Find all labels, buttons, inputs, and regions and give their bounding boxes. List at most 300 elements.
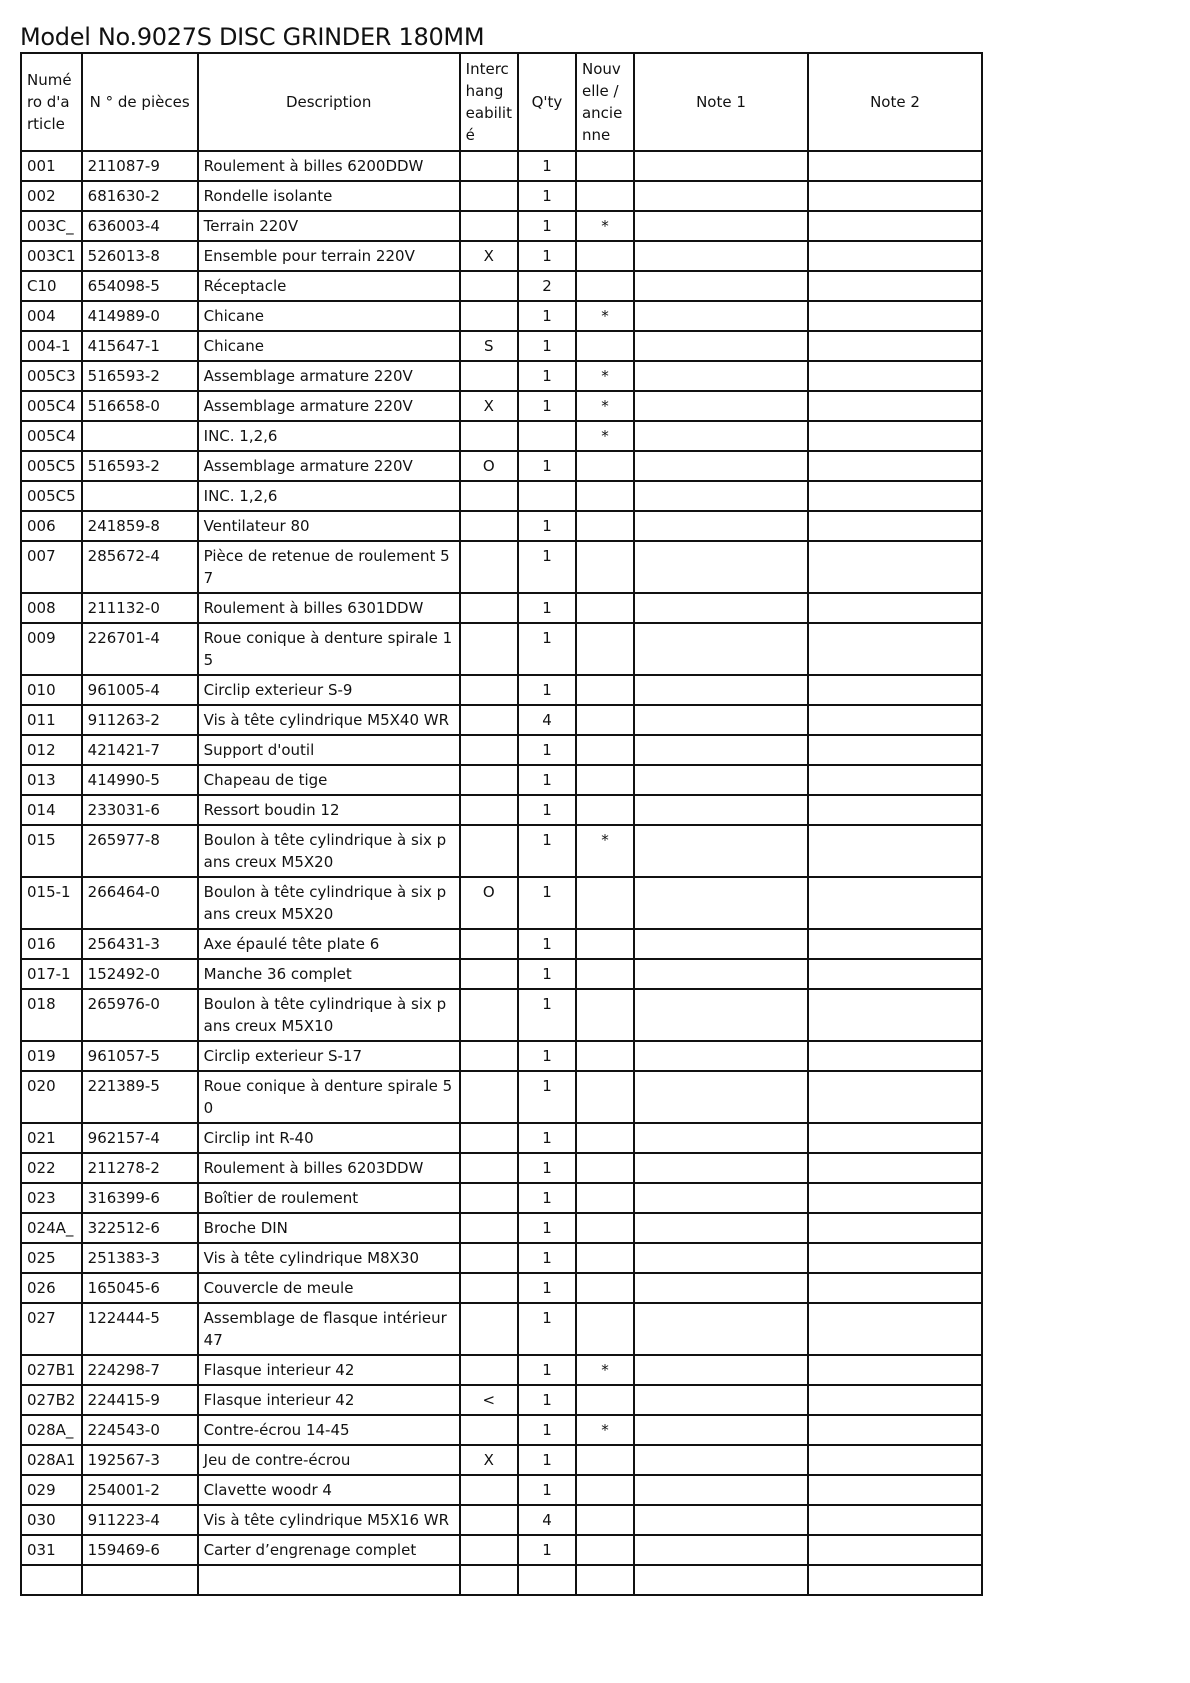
cell-new-old (576, 1123, 634, 1153)
cell-part-no: 256431-3 (82, 929, 198, 959)
cell-description: Support d'outil (198, 735, 460, 765)
cell-description: Rondelle isolante (198, 181, 460, 211)
cell-part-no: 221389-5 (82, 1071, 198, 1123)
header-note-1: Note 1 (634, 53, 808, 151)
cell-item-no: 025 (21, 1243, 82, 1273)
header-new-old: Nouv elle / ancie nne (576, 53, 634, 151)
cell-qty: 1 (518, 1415, 576, 1445)
cell-description: Roulement à billes 6301DDW (198, 593, 460, 623)
cell-description: Terrain 220V (198, 211, 460, 241)
cell-note-2 (808, 1415, 982, 1445)
cell-part-no (82, 481, 198, 511)
cell-new-old (576, 1475, 634, 1505)
cell-note-1 (634, 541, 808, 593)
cell-qty: 1 (518, 1123, 576, 1153)
cell-note-2 (808, 675, 982, 705)
cell-interchangeability (460, 1303, 518, 1355)
cell-note-1 (634, 1273, 808, 1303)
cell-new-old (576, 1183, 634, 1213)
table-row (21, 795, 982, 825)
cell-note-1 (634, 151, 808, 181)
table-row (21, 735, 982, 765)
cell-note-1 (634, 735, 808, 765)
cell-part-no: 192567-3 (82, 1445, 198, 1475)
table-row (21, 989, 982, 1041)
cell-description: INC. 1,2,6 (198, 481, 460, 511)
cell-interchangeability (460, 211, 518, 241)
cell-note-2 (808, 1213, 982, 1243)
cell-interchangeability (460, 1565, 518, 1595)
cell-interchangeability (460, 959, 518, 989)
cell-qty: 1 (518, 929, 576, 959)
cell-note-1 (634, 481, 808, 511)
cell-qty: 1 (518, 151, 576, 181)
cell-qty: 4 (518, 1505, 576, 1535)
cell-qty: 2 (518, 271, 576, 301)
cell-item-no: 006 (21, 511, 82, 541)
table-row (21, 765, 982, 795)
table-row (21, 1415, 982, 1445)
cell-note-1 (634, 929, 808, 959)
cell-description: Contre-écrou 14-45 (198, 1415, 460, 1445)
cell-part-no: 421421-7 (82, 735, 198, 765)
cell-part-no: 322512-6 (82, 1213, 198, 1243)
cell-note-1 (634, 795, 808, 825)
cell-new-old (576, 1505, 634, 1535)
cell-description: Réceptacle (198, 271, 460, 301)
cell-interchangeability (460, 511, 518, 541)
cell-item-no: 003C1 (21, 241, 82, 271)
cell-description: Boulon à tête cylindrique à six pans creux M5X20 (198, 877, 460, 929)
cell-qty (518, 1565, 576, 1595)
cell-description: Couvercle de meule (198, 1273, 460, 1303)
cell-qty: 1 (518, 1273, 576, 1303)
cell-new-old (576, 181, 634, 211)
cell-note-2 (808, 151, 982, 181)
cell-new-old (576, 765, 634, 795)
table-row (21, 451, 982, 481)
cell-new-old (576, 1303, 634, 1355)
cell-new-old (576, 1273, 634, 1303)
cell-note-2 (808, 1355, 982, 1385)
cell-note-2 (808, 1071, 982, 1123)
cell-note-2 (808, 481, 982, 511)
cell-note-2 (808, 825, 982, 877)
cell-qty: 1 (518, 1041, 576, 1071)
cell-note-2 (808, 331, 982, 361)
cell-qty: 1 (518, 1535, 576, 1565)
cell-interchangeability (460, 1505, 518, 1535)
cell-item-no: 022 (21, 1153, 82, 1183)
cell-new-old (576, 1535, 634, 1565)
cell-item-no: 004-1 (21, 331, 82, 361)
cell-new-old (576, 929, 634, 959)
cell-qty: 1 (518, 735, 576, 765)
cell-note-1 (634, 1355, 808, 1385)
cell-part-no: 152492-0 (82, 959, 198, 989)
cell-description: Boîtier de roulement (198, 1183, 460, 1213)
table-row (21, 929, 982, 959)
cell-item-no: 021 (21, 1123, 82, 1153)
cell-part-no: 316399-6 (82, 1183, 198, 1213)
cell-part-no: 211132-0 (82, 593, 198, 623)
cell-item-no: 015 (21, 825, 82, 877)
cell-qty: 1 (518, 623, 576, 675)
cell-item-no: 026 (21, 1273, 82, 1303)
cell-item-no: 011 (21, 705, 82, 735)
cell-part-no: 251383-3 (82, 1243, 198, 1273)
table-row (21, 1535, 982, 1565)
table-row (21, 1565, 982, 1595)
cell-note-1 (634, 593, 808, 623)
cell-qty: 1 (518, 877, 576, 929)
cell-note-1 (634, 1565, 808, 1595)
cell-item-no: 028A_ (21, 1415, 82, 1445)
table-row (21, 301, 982, 331)
cell-new-old (576, 451, 634, 481)
cell-note-1 (634, 1385, 808, 1415)
cell-note-1 (634, 361, 808, 391)
cell-interchangeability (460, 1243, 518, 1273)
cell-interchangeability (460, 989, 518, 1041)
cell-item-no: C10 (21, 271, 82, 301)
cell-item-no: 005C4 (21, 421, 82, 451)
cell-description: Boulon à tête cylindrique à six pans creux M5X20 (198, 825, 460, 877)
cell-item-no: 008 (21, 593, 82, 623)
cell-new-old (576, 1213, 634, 1243)
cell-item-no: 001 (21, 151, 82, 181)
cell-note-2 (808, 735, 982, 765)
table-row (21, 877, 982, 929)
cell-description: Jeu de contre-écrou (198, 1445, 460, 1475)
cell-qty: 1 (518, 541, 576, 593)
cell-description: Flasque interieur 42 (198, 1385, 460, 1415)
cell-note-2 (808, 1153, 982, 1183)
cell-part-no: 961005-4 (82, 675, 198, 705)
cell-new-old (576, 735, 634, 765)
cell-item-no: 018 (21, 989, 82, 1041)
cell-note-2 (808, 989, 982, 1041)
table-row (21, 271, 982, 301)
cell-description: Vis à tête cylindrique M5X40 WR (198, 705, 460, 735)
cell-part-no: 265977-8 (82, 825, 198, 877)
cell-note-1 (634, 705, 808, 735)
cell-part-no: 224298-7 (82, 1355, 198, 1385)
cell-part-no: 285672-4 (82, 541, 198, 593)
cell-note-1 (634, 1071, 808, 1123)
cell-qty: 1 (518, 1183, 576, 1213)
cell-description: Roue conique à denture spirale 50 (198, 1071, 460, 1123)
cell-description: Chicane (198, 331, 460, 361)
cell-note-2 (808, 1183, 982, 1213)
cell-note-2 (808, 1243, 982, 1273)
cell-qty: 4 (518, 705, 576, 735)
cell-new-old (576, 675, 634, 705)
table-row (21, 1243, 982, 1273)
cell-note-1 (634, 421, 808, 451)
cell-note-2 (808, 705, 982, 735)
cell-note-2 (808, 361, 982, 391)
cell-part-no: 526013-8 (82, 241, 198, 271)
cell-interchangeability (460, 271, 518, 301)
cell-item-no: 029 (21, 1475, 82, 1505)
cell-note-2 (808, 181, 982, 211)
cell-note-1 (634, 989, 808, 1041)
cell-qty: 1 (518, 1445, 576, 1475)
cell-interchangeability (460, 181, 518, 211)
table-row (21, 1355, 982, 1385)
header-part-no: N ° de pièces (82, 53, 198, 151)
cell-description: Chicane (198, 301, 460, 331)
header-interchangeability: Interc hang eabilit é (460, 53, 518, 151)
table-row (21, 675, 982, 705)
cell-note-1 (634, 623, 808, 675)
cell-description: Circlip exterieur S-17 (198, 1041, 460, 1071)
cell-part-no: 233031-6 (82, 795, 198, 825)
cell-item-no: 015-1 (21, 877, 82, 929)
cell-part-no: 414990-5 (82, 765, 198, 795)
cell-note-2 (808, 593, 982, 623)
cell-description: Ensemble pour terrain 220V (198, 241, 460, 271)
cell-qty: 1 (518, 1071, 576, 1123)
cell-qty: 1 (518, 301, 576, 331)
cell-description: Pièce de retenue de roulement 57 (198, 541, 460, 593)
table-row (21, 1183, 982, 1213)
cell-interchangeability: X (460, 241, 518, 271)
cell-interchangeability (460, 421, 518, 451)
cell-qty: 1 (518, 331, 576, 361)
cell-note-2 (808, 1303, 982, 1355)
cell-note-1 (634, 825, 808, 877)
cell-new-old (576, 511, 634, 541)
cell-part-no: 414989-0 (82, 301, 198, 331)
cell-part-no: 165045-6 (82, 1273, 198, 1303)
cell-note-1 (634, 391, 808, 421)
cell-qty: 1 (518, 1243, 576, 1273)
cell-interchangeability (460, 1041, 518, 1071)
table-row (21, 1153, 982, 1183)
table-row (21, 421, 982, 451)
table-row (21, 211, 982, 241)
cell-note-1 (634, 877, 808, 929)
cell-new-old: * (576, 1355, 634, 1385)
cell-part-no (82, 1565, 198, 1595)
cell-description: Vis à tête cylindrique M5X16 WR (198, 1505, 460, 1535)
parts-table (20, 52, 983, 1596)
cell-part-no: 516658-0 (82, 391, 198, 421)
table-row (21, 151, 982, 181)
table-row (21, 1123, 982, 1153)
cell-interchangeability (460, 481, 518, 511)
cell-description: Roulement à billes 6200DDW (198, 151, 460, 181)
table-row (21, 1445, 982, 1475)
cell-description: Assemblage armature 220V (198, 391, 460, 421)
cell-interchangeability (460, 361, 518, 391)
cell-part-no: 226701-4 (82, 623, 198, 675)
cell-part-no: 516593-2 (82, 451, 198, 481)
cell-part-no: 254001-2 (82, 1475, 198, 1505)
cell-note-1 (634, 765, 808, 795)
cell-interchangeability (460, 1123, 518, 1153)
cell-interchangeability (460, 623, 518, 675)
cell-interchangeability (460, 593, 518, 623)
cell-new-old (576, 989, 634, 1041)
cell-note-2 (808, 1385, 982, 1415)
cell-item-no: 013 (21, 765, 82, 795)
cell-new-old: * (576, 421, 634, 451)
cell-description: Flasque interieur 42 (198, 1355, 460, 1385)
cell-interchangeability (460, 541, 518, 593)
cell-qty: 1 (518, 1475, 576, 1505)
cell-note-1 (634, 1123, 808, 1153)
cell-note-2 (808, 451, 982, 481)
cell-new-old (576, 593, 634, 623)
cell-note-2 (808, 1273, 982, 1303)
cell-new-old (576, 1385, 634, 1415)
cell-new-old (576, 623, 634, 675)
cell-item-no: 005C3 (21, 361, 82, 391)
cell-part-no: 211278-2 (82, 1153, 198, 1183)
cell-qty: 1 (518, 511, 576, 541)
cell-interchangeability (460, 735, 518, 765)
cell-interchangeability (460, 1213, 518, 1243)
cell-part-no: 636003-4 (82, 211, 198, 241)
cell-interchangeability (460, 1355, 518, 1385)
cell-description: Circlip exterieur S-9 (198, 675, 460, 705)
cell-item-no: 019 (21, 1041, 82, 1071)
table-row (21, 331, 982, 361)
cell-interchangeability (460, 151, 518, 181)
cell-new-old (576, 271, 634, 301)
table-row (21, 623, 982, 675)
cell-interchangeability: < (460, 1385, 518, 1415)
cell-note-1 (634, 1153, 808, 1183)
cell-description: Circlip int R-40 (198, 1123, 460, 1153)
cell-new-old (576, 1041, 634, 1071)
cell-qty: 1 (518, 1213, 576, 1243)
cell-description: Carter d’engrenage complet (198, 1535, 460, 1565)
cell-new-old (576, 705, 634, 735)
cell-new-old (576, 1243, 634, 1273)
cell-note-1 (634, 1213, 808, 1243)
cell-description: Ventilateur 80 (198, 511, 460, 541)
cell-part-no: 961057-5 (82, 1041, 198, 1071)
cell-description: Roue conique à denture spirale 15 (198, 623, 460, 675)
cell-description: Assemblage armature 220V (198, 451, 460, 481)
cell-part-no: 159469-6 (82, 1535, 198, 1565)
cell-new-old (576, 541, 634, 593)
cell-description (198, 1565, 460, 1595)
table-row (21, 825, 982, 877)
cell-item-no: 023 (21, 1183, 82, 1213)
cell-qty: 1 (518, 795, 576, 825)
table-row (21, 241, 982, 271)
cell-note-1 (634, 1303, 808, 1355)
cell-description: Vis à tête cylindrique M8X30 (198, 1243, 460, 1273)
cell-new-old (576, 959, 634, 989)
cell-new-old (576, 1071, 634, 1123)
cell-note-2 (808, 241, 982, 271)
cell-part-no: 415647-1 (82, 331, 198, 361)
cell-note-2 (808, 1123, 982, 1153)
cell-part-no: 241859-8 (82, 511, 198, 541)
cell-interchangeability (460, 1071, 518, 1123)
table-row (21, 181, 982, 211)
cell-interchangeability (460, 1153, 518, 1183)
cell-interchangeability: X (460, 391, 518, 421)
cell-description: Assemblage de flasque intérieur 47 (198, 1303, 460, 1355)
cell-part-no: 681630-2 (82, 181, 198, 211)
cell-new-old: * (576, 301, 634, 331)
cell-part-no: 211087-9 (82, 151, 198, 181)
cell-qty: 1 (518, 989, 576, 1041)
table-row (21, 1385, 982, 1415)
cell-description: Manche 36 complet (198, 959, 460, 989)
cell-note-1 (634, 1183, 808, 1213)
cell-new-old (576, 151, 634, 181)
table-row (21, 481, 982, 511)
header-qty: Q'ty (518, 53, 576, 151)
cell-note-2 (808, 1041, 982, 1071)
cell-interchangeability: X (460, 1445, 518, 1475)
cell-description: Assemblage armature 220V (198, 361, 460, 391)
header-note-2: Note 2 (808, 53, 982, 151)
cell-description: Chapeau de tige (198, 765, 460, 795)
cell-qty: 1 (518, 241, 576, 271)
cell-item-no: 012 (21, 735, 82, 765)
cell-qty: 1 (518, 593, 576, 623)
cell-new-old (576, 1565, 634, 1595)
cell-interchangeability (460, 1183, 518, 1213)
cell-item-no: 014 (21, 795, 82, 825)
cell-item-no: 030 (21, 1505, 82, 1535)
cell-part-no: 265976-0 (82, 989, 198, 1041)
cell-note-1 (634, 211, 808, 241)
table-row (21, 705, 982, 735)
cell-item-no: 007 (21, 541, 82, 593)
table-row (21, 959, 982, 989)
cell-new-old: * (576, 211, 634, 241)
cell-part-no: 224543-0 (82, 1415, 198, 1445)
table-row (21, 361, 982, 391)
cell-note-2 (808, 271, 982, 301)
cell-note-1 (634, 1041, 808, 1071)
cell-item-no: 027B1 (21, 1355, 82, 1385)
cell-qty: 1 (518, 181, 576, 211)
cell-part-no: 266464-0 (82, 877, 198, 929)
cell-note-2 (808, 511, 982, 541)
cell-part-no: 654098-5 (82, 271, 198, 301)
cell-description: Ressort boudin 12 (198, 795, 460, 825)
cell-part-no: 516593-2 (82, 361, 198, 391)
cell-qty: 1 (518, 1303, 576, 1355)
cell-description: Broche DIN (198, 1213, 460, 1243)
cell-qty: 1 (518, 1355, 576, 1385)
cell-note-2 (808, 929, 982, 959)
table-header-row (21, 53, 982, 151)
cell-description: Clavette woodr 4 (198, 1475, 460, 1505)
cell-note-2 (808, 795, 982, 825)
cell-qty: 1 (518, 1385, 576, 1415)
cell-item-no: 017-1 (21, 959, 82, 989)
cell-new-old: * (576, 391, 634, 421)
cell-interchangeability (460, 705, 518, 735)
cell-interchangeability (460, 675, 518, 705)
cell-note-1 (634, 241, 808, 271)
table-row (21, 511, 982, 541)
cell-part-no: 224415-9 (82, 1385, 198, 1415)
cell-interchangeability (460, 929, 518, 959)
